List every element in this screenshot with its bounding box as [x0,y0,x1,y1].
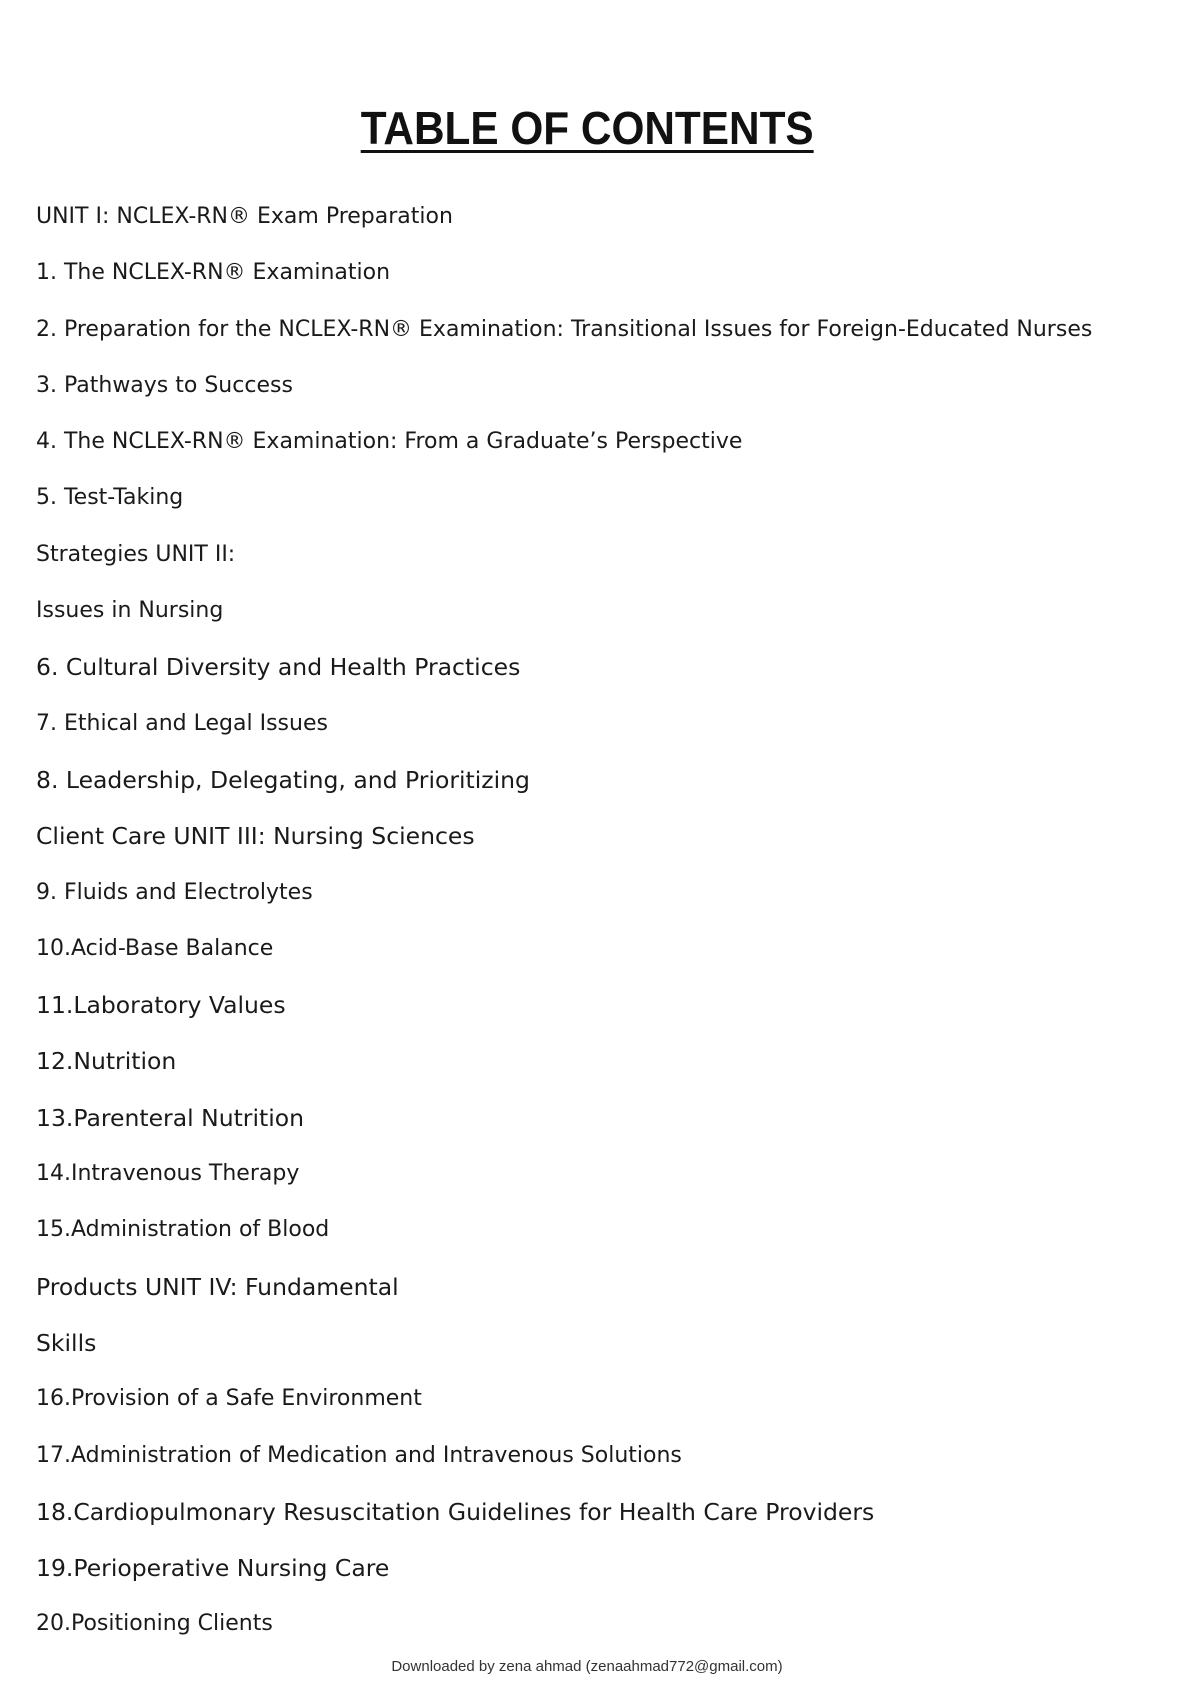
toc-entry: Client Care UNIT III: Nursing Sciences [36,822,475,851]
toc-entry: 14.Intravenous Therapy [36,1161,300,1187]
toc-entry: 17.Administration of Medication and Intravenous Solutions [36,1442,682,1468]
toc-entry: 15.Administration of Blood [36,1217,330,1243]
toc-entry: 11.Laboratory Values [36,991,286,1020]
toc-entry: 1. The NCLEX-RN® Examination [36,260,391,286]
toc-entry: 16.Provision of a Safe Environment [36,1386,422,1412]
toc-entry: 3. Pathways to Success [36,372,293,398]
toc-entry: 13.Parenteral Nutrition [36,1103,305,1132]
toc-entry: Skills [36,1328,97,1357]
toc-entry: 18.Cardiopulmonary Resuscitation Guidelines for Health Care Providers [36,1497,875,1526]
toc-entry: 9. Fluids and Electrolytes [36,879,313,905]
toc-entry: Products UNIT IV: Fundamental [36,1272,399,1301]
toc-entry: 20.Positioning Clients [36,1611,273,1637]
page-title [0,100,1174,156]
table-of-contents-list [36,205,1092,1669]
download-footer: Downloaded by zena ahmad (zenaahmad772@gmail.com) [391,1658,783,1675]
toc-entry: 2. Preparation for the NCLEX-RN® Examination: Transitional Issues for Foreign-Educated Nurses [36,316,1093,342]
toc-entry: 4. The NCLEX-RN® Examination: From a Graduate’s Perspective [36,429,743,455]
toc-entry: 6. Cultural Diversity and Health Practices [36,653,521,682]
toc-entry: UNIT I: NCLEX-RN® Exam Preparation [36,204,453,229]
toc-entry: 8. Leadership, Delegating, and Prioritizing [36,765,530,794]
toc-entry: Issues in Nursing [36,598,224,624]
toc-entry: 12.Nutrition [36,1047,177,1076]
toc-entry: 5. Test-Taking [36,485,184,511]
toc-entry: Strategies UNIT II: [36,541,236,567]
toc-entry: 7. Ethical and Legal Issues [36,710,328,736]
toc-entry: 10.Acid-Base Balance [36,935,274,961]
toc-entry: 19.Perioperative Nursing Care [36,1554,390,1583]
page-title-text: TABLE OF CONTENTS [360,102,814,154]
